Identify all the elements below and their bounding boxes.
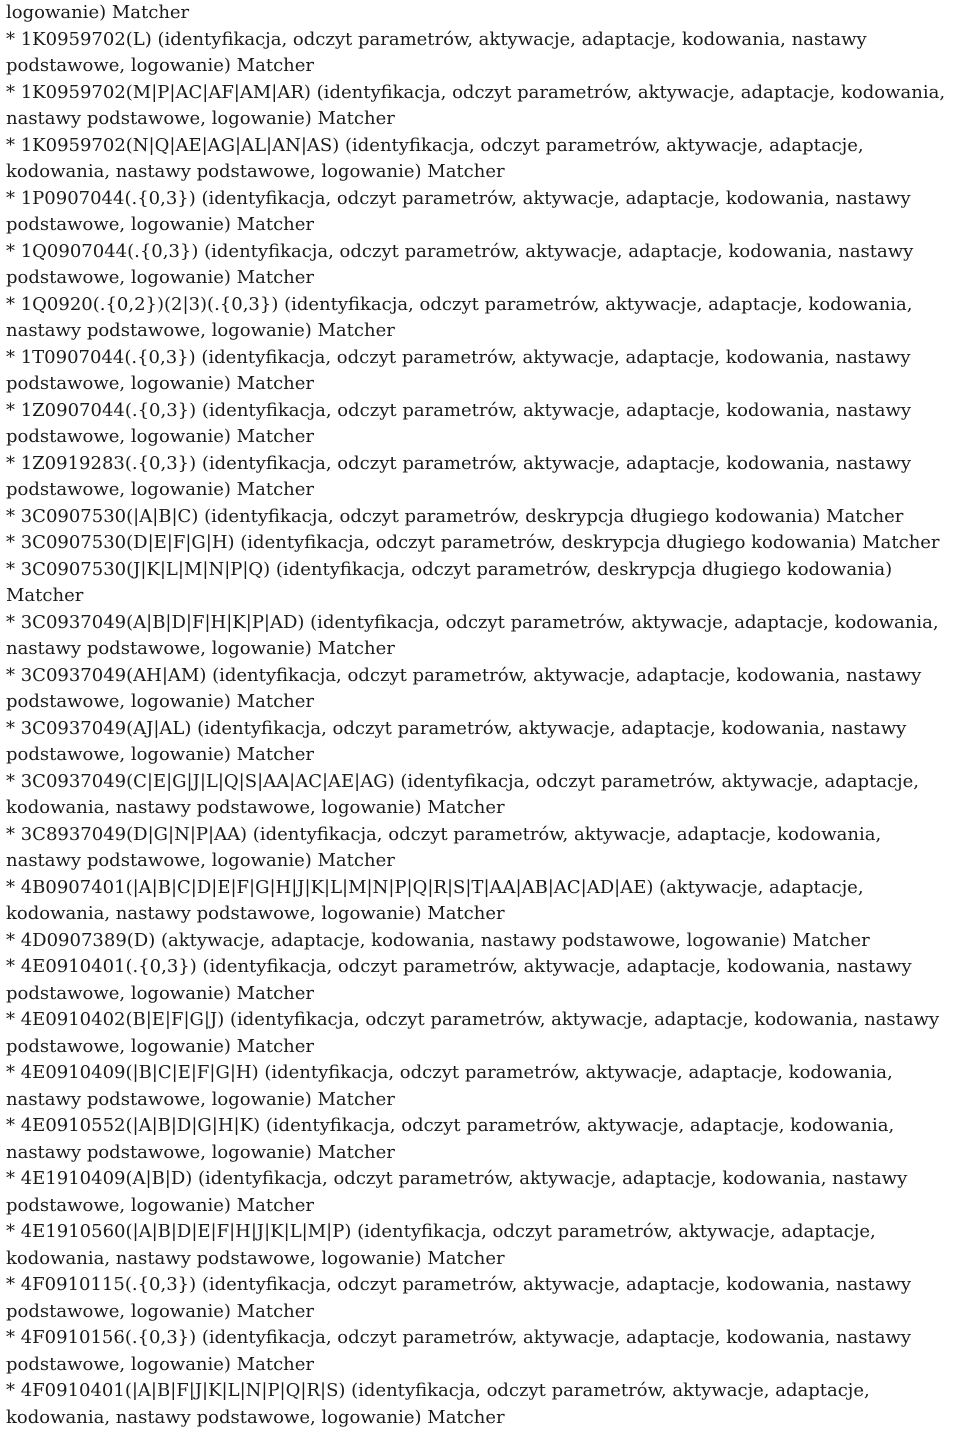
list-item: * 4E1910409(A|B|D) (identyfikacja, odczyt parametrów, aktywacje, adaptacje, kodowania, nastawy podstawowe, logowanie) Matcher: [6, 1168, 908, 1216]
list-item: * 3C0907530(|A|B|C) (identyfikacja, odczyt parametrów, deskrypcja długiego kodowania) Matcher: [6, 505, 904, 527]
list-item: * 1Q0907044(.{0,3}) (identyfikacja, odczyt parametrów, aktywacje, adaptacje, kodowania, nastawy podstawowe, logowanie) Matcher: [6, 240, 914, 288]
list-item: * 4D0907389(D) (aktywacje, adaptacje, kodowania, nastawy podstawowe, logowanie) Matcher: [6, 929, 870, 951]
list-item: * 3C0937049(AJ|AL) (identyfikacja, odczyt parametrów, aktywacje, adaptacje, kodowania, nastawy podstawowe, logowanie) Matcher: [6, 717, 907, 765]
list-item: * 4E0910401(.{0,3}) (identyfikacja, odczyt parametrów, aktywacje, adaptacje, kodowania, nastawy podstawowe, logowanie) Matcher: [6, 956, 912, 1004]
list-item: * 1K0959702(N|Q|AE|AG|AL|AN|AS) (identyfikacja, odczyt parametrów, aktywacje, adaptacje, kodowania, nastawy podstawowe, logowanie) Matcher: [6, 134, 864, 182]
list-item: * 3C0907530(J|K|L|M|N|P|Q) (identyfikacja, odczyt parametrów, deskrypcja długiego kodowania) Matcher: [6, 558, 893, 606]
list-item: * 4F0910156(.{0,3}) (identyfikacja, odczyt parametrów, aktywacje, adaptacje, kodowania, nastawy podstawowe, logowanie) Matcher: [6, 1327, 912, 1375]
list-item: * 1Q0920(.{0,2})(2|3)(.{0,3}) (identyfikacja, odczyt parametrów, aktywacje, adaptacje, kodowania, nastawy podstawowe, logowanie) Matcher: [6, 293, 913, 341]
list-item: * 1K0959702(M|P|AC|AF|AM|AR) (identyfikacja, odczyt parametrów, aktywacje, adaptacje, kodowania, nastawy podstawowe, logowanie) Matcher: [6, 81, 946, 129]
continuation-line: logowanie) Matcher: [6, 2, 190, 23]
list-item: * 1Z0919283(.{0,3}) (identyfikacja, odczyt parametrów, aktywacje, adaptacje, kodowania, nastawy podstawowe, logowanie) Matcher: [6, 452, 912, 500]
list-item: * 1K0959702(L) (identyfikacja, odczyt parametrów, aktywacje, adaptacje, kodowania, nastawy podstawowe, logowanie) Matcher: [6, 28, 867, 76]
list-item: * 3C0937049(C|E|G|J|L|Q|S|AA|AC|AE|AG) (identyfikacja, odczyt parametrów, aktywacje, adaptacje, kodowania, nastawy podstawowe, logowanie) Matcher: [6, 770, 919, 818]
list-item: * 4E0910402(B|E|F|G|J) (identyfikacja, odczyt parametrów, aktywacje, adaptacje, kodowania, nastawy podstawowe, logowanie) Matcher: [6, 1009, 940, 1057]
list-item: * 3C0937049(A|B|D|F|H|K|P|AD) (identyfikacja, odczyt parametrów, aktywacje, adaptacje, kodowania, nastawy podstawowe, logowanie) Matcher: [6, 611, 939, 659]
list-item: * 1P0907044(.{0,3}) (identyfikacja, odczyt parametrów, aktywacje, adaptacje, kodowania, nastawy podstawowe, logowanie) Matcher: [6, 187, 911, 235]
list-item: * 1Z0907044(.{0,3}) (identyfikacja, odczyt parametrów, aktywacje, adaptacje, kodowania, nastawy podstawowe, logowanie) Matcher: [6, 399, 912, 447]
list-item: * 4E0910552(|A|B|D|G|H|K) (identyfikacja, odczyt parametrów, aktywacje, adaptacje, kodowania, nastawy podstawowe, logowanie) Matcher: [6, 1115, 895, 1163]
list-item: * 1T0907044(.{0,3}) (identyfikacja, odczyt parametrów, aktywacje, adaptacje, kodowania, nastawy podstawowe, logowanie) Matcher: [6, 346, 911, 394]
list-item: * 3C0937049(AH|AM) (identyfikacja, odczyt parametrów, aktywacje, adaptacje, kodowania, nastawy podstawowe, logowanie) Matcher: [6, 664, 922, 712]
list-item: * 4E1910560(|A|B|D|E|F|H|J|K|L|M|P) (identyfikacja, odczyt parametrów, aktywacje, adaptacje, kodowania, nastawy podstawowe, logowanie) Matcher: [6, 1221, 876, 1269]
list-item: * 4F0910401(|A|B|F|J|K|L|N|P|Q|R|S) (identyfikacja, odczyt parametrów, aktywacje, adaptacje, kodowania, nastawy podstawowe, logowanie) Matcher: [6, 1380, 870, 1428]
list-item: * 3C8937049(D|G|N|P|AA) (identyfikacja, odczyt parametrów, aktywacje, adaptacje, kodowania, nastawy podstawowe, logowanie) Matcher: [6, 823, 882, 871]
list-item: * 4F0910115(.{0,3}) (identyfikacja, odczyt parametrów, aktywacje, adaptacje, kodowania, nastawy podstawowe, logowanie) Matcher: [6, 1274, 912, 1322]
list-item: * 4B0907401(|A|B|C|D|E|F|G|H|J|K|L|M|N|P|Q|R|S|T|AA|AB|AC|AD|AE) (aktywacje, adaptacje, kodowania, nastawy podstawowe, logowanie) Matcher: [6, 876, 864, 924]
list-item: * 3C0907530(D|E|F|G|H) (identyfikacja, odczyt parametrów, deskrypcja długiego kodowania) Matcher: [6, 532, 940, 553]
list-item: * 4E0910409(|B|C|E|F|G|H) (identyfikacja, odczyt parametrów, aktywacje, adaptacje, kodowania, nastawy podstawowe, logowanie) Matcher: [6, 1062, 893, 1110]
